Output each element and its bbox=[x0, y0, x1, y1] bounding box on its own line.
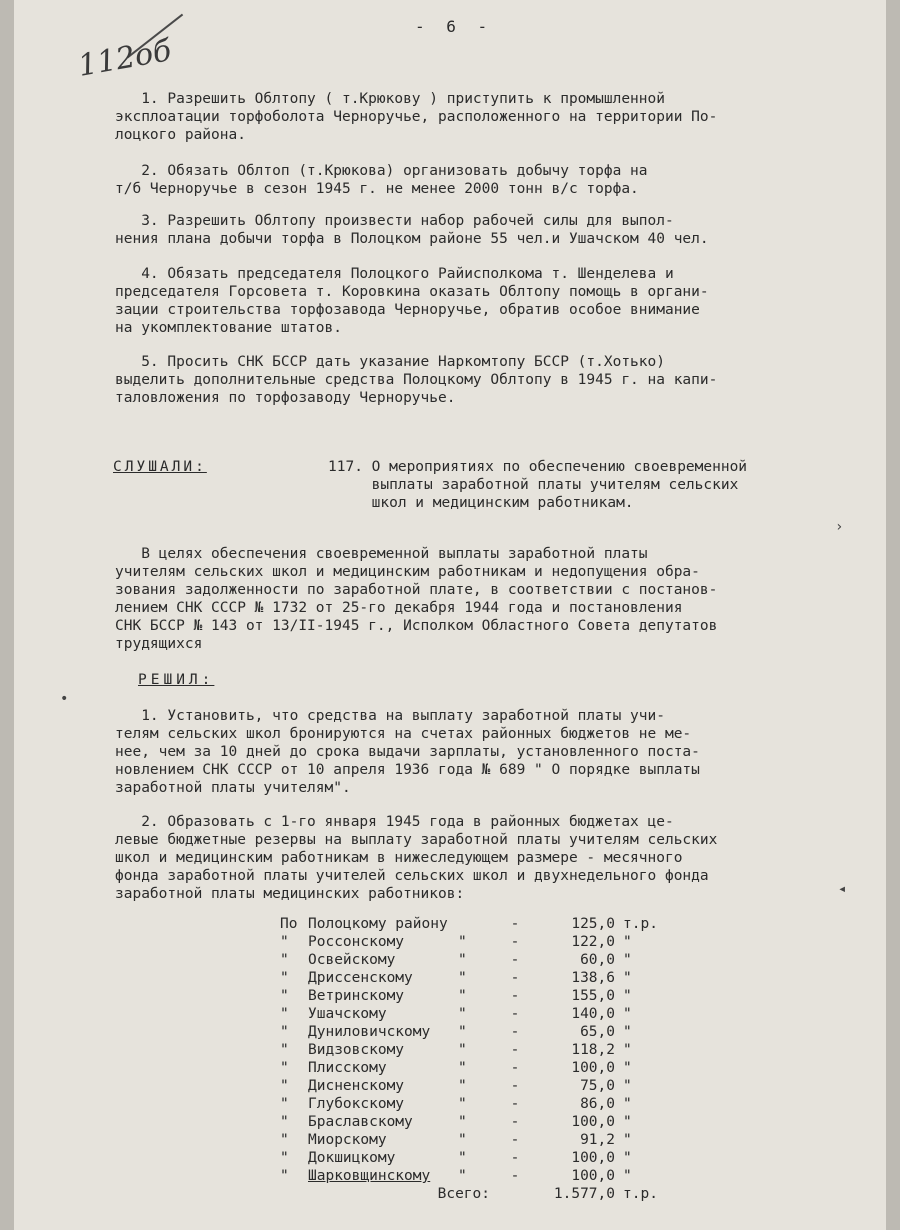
district-prefix: " bbox=[280, 1006, 289, 1022]
district-name: Полоцкому району bbox=[308, 916, 448, 932]
ditto-mark: " bbox=[458, 1024, 467, 1040]
ditto-mark: " bbox=[458, 1006, 467, 1022]
dash: - bbox=[510, 952, 520, 968]
district-name: Дуниловичскому bbox=[308, 1024, 431, 1040]
allocation-amount: 125,0 bbox=[571, 916, 615, 932]
district-name: Дисненскому bbox=[308, 1078, 405, 1094]
district-name bbox=[308, 987, 500, 1005]
district-name: Докшицкому bbox=[308, 1150, 396, 1166]
district-prefix: " bbox=[280, 1096, 289, 1112]
dash: - bbox=[510, 934, 520, 950]
ditto-mark: " bbox=[458, 1132, 467, 1148]
dash: - bbox=[510, 916, 520, 932]
decision-item: 4. Обязать председателя Полоцкого Райисполкома т. Шенделева и председателя Горсовета т. Коровкина оказать Облтопу помощь в органи- зации строительства торфозавода Черноручье, обратив особое внимание на укомплектование штатов. bbox=[115, 266, 709, 336]
margin-dot: • bbox=[60, 691, 69, 707]
allocation-unit: " bbox=[623, 1132, 632, 1148]
district-name: Ушачскому bbox=[308, 1006, 387, 1022]
district-prefix: " bbox=[280, 1168, 289, 1184]
dash: - bbox=[510, 1024, 520, 1040]
allocation-unit: " bbox=[623, 970, 632, 986]
dash: - bbox=[510, 1114, 520, 1130]
district-prefix: " bbox=[280, 1060, 289, 1076]
allocation-amount: 86,0 bbox=[580, 1096, 615, 1112]
decision-item: 3. Разрешить Облтопу произвести набор рабочей силы для выпол- нения плана добычи торфа в Полоцком районе 55 чел.и Ушачском 40 чел. bbox=[115, 213, 709, 247]
decision-item: 2. Обязать Облтоп (т.Крюкова) организовать добычу торфа на т/б Черноручье в сезон 1945 г. не менее 2000 тонн в/с торфа. bbox=[115, 163, 648, 197]
district-name: Ветринскому bbox=[308, 988, 405, 1004]
district-name bbox=[308, 1077, 500, 1095]
district-prefix: " bbox=[280, 970, 289, 986]
district-name bbox=[308, 1059, 500, 1077]
district-name bbox=[308, 1131, 500, 1149]
allocation-unit: " bbox=[623, 1114, 632, 1130]
preamble-paragraph: В целях обеспечения своевременной выплаты заработной платы учителям сельских школ и медицинским работникам и недопущения обра- зования задолженности по заработной плате, в соответствии с постанов- лением СНК СССР № 1732 от 25-го декабря 1944 года и постановления СНК БССР № 143 от 13/II-1945 г., Исполком Областного Совета депутатов трудящихся bbox=[115, 546, 718, 652]
total-label: Всего: bbox=[437, 1186, 490, 1202]
heard-label: СЛУШАЛИ: bbox=[113, 459, 207, 475]
ditto-mark: " bbox=[458, 1168, 467, 1184]
allocation-row bbox=[280, 1023, 683, 1041]
decision-item: 1. Разрешить Облтопу ( т.Крюкову ) приступить к промышленной эксплоатации торфоболота Черноручье, расположенного на территории По- лоцкого района. bbox=[115, 91, 718, 143]
district-name bbox=[308, 1149, 500, 1167]
district-name bbox=[308, 1167, 500, 1185]
allocation-row bbox=[280, 1113, 683, 1131]
dash: - bbox=[510, 1042, 520, 1058]
district-prefix: " bbox=[280, 952, 289, 968]
allocation-unit: " bbox=[623, 1150, 632, 1166]
page-number: - 6 - bbox=[415, 17, 494, 36]
district-name: Дриссенскому bbox=[308, 970, 413, 986]
allocation-unit: " bbox=[623, 1060, 632, 1076]
ditto-mark: " bbox=[458, 1078, 467, 1094]
ditto-mark: " bbox=[458, 988, 467, 1004]
allocation-total-row bbox=[280, 1185, 683, 1203]
allocation-amount: 100,0 bbox=[571, 1150, 615, 1166]
spacer bbox=[500, 1185, 530, 1203]
district-name bbox=[308, 1113, 500, 1131]
ditto-mark: " bbox=[458, 1114, 467, 1130]
allocation-amount: 65,0 bbox=[580, 1024, 615, 1040]
district-prefix: " bbox=[280, 934, 289, 950]
district-name: Россонскому bbox=[308, 934, 405, 950]
district-name bbox=[308, 1005, 500, 1023]
allocation-row bbox=[280, 1131, 683, 1149]
dash: - bbox=[510, 988, 520, 1004]
allocation-unit: " bbox=[623, 1024, 632, 1040]
district-prefix: " bbox=[280, 1042, 289, 1058]
allocation-unit: " bbox=[623, 952, 632, 968]
allocation-unit: " bbox=[623, 1168, 632, 1184]
allocation-amount: 100,0 bbox=[571, 1060, 615, 1076]
district-name bbox=[308, 1041, 500, 1059]
scan-edge-right bbox=[886, 0, 900, 1230]
allocation-unit: " bbox=[623, 1096, 632, 1112]
allocation-row bbox=[280, 1059, 683, 1077]
allocation-row bbox=[280, 1077, 683, 1095]
allocation-unit: " bbox=[623, 934, 632, 950]
total-amount: 1.577,0 bbox=[553, 1186, 615, 1202]
allocation-row bbox=[280, 951, 683, 969]
district-prefix: " bbox=[280, 1078, 289, 1094]
allocation-unit: т.р. bbox=[623, 916, 658, 932]
allocation-row bbox=[280, 1167, 683, 1185]
allocation-row bbox=[280, 915, 683, 933]
scan-edge-left bbox=[0, 0, 14, 1230]
allocation-amount: 140,0 bbox=[571, 1006, 615, 1022]
allocation-table bbox=[280, 915, 683, 1203]
decision-item: 5. Просить СНК БССР дать указание Наркомтопу БССР (т.Хотько) выделить дополнительные средства Полоцкому Облтопу в 1945 г. на капи- таловложения по торфозаводу Черноручье. bbox=[115, 354, 718, 406]
allocation-amount: 118,2 bbox=[571, 1042, 615, 1058]
district-name: Видзовскому bbox=[308, 1042, 405, 1058]
allocation-row bbox=[280, 1005, 683, 1023]
ditto-mark: " bbox=[458, 970, 467, 986]
allocation-amount: 100,0 bbox=[571, 1168, 615, 1184]
dash: - bbox=[510, 1060, 520, 1076]
ditto-mark: " bbox=[458, 952, 467, 968]
dash: - bbox=[510, 1132, 520, 1148]
allocation-amount: 75,0 bbox=[580, 1078, 615, 1094]
allocation-amount: 91,2 bbox=[580, 1132, 615, 1148]
allocation-unit: " bbox=[623, 1042, 632, 1058]
district-name: Плисскому bbox=[308, 1060, 387, 1076]
district-prefix: " bbox=[280, 1132, 289, 1148]
district-prefix: " bbox=[280, 1114, 289, 1130]
decision-item: 2. Образовать с 1-го января 1945 года в районных бюджетах це- левые бюджетные резервы на выплату заработной платы учителям сельских школ и медицинским работникам в нижеследующем размере - месячного фонда заработной платы учителей сельских школ и двухнедельного фонда заработной платы медицинских работников: bbox=[115, 814, 718, 902]
allocation-unit: " bbox=[623, 1078, 632, 1094]
allocation-row bbox=[280, 933, 683, 951]
ditto-mark: " bbox=[458, 1150, 467, 1166]
margin-mark: ◂ bbox=[838, 881, 847, 897]
district-prefix: По bbox=[280, 916, 298, 932]
ditto-mark: " bbox=[458, 1060, 467, 1076]
district-name: Глубокскому bbox=[308, 1096, 405, 1112]
district-name: Освейскому bbox=[308, 952, 396, 968]
district-prefix: " bbox=[280, 1150, 289, 1166]
allocation-row bbox=[280, 969, 683, 987]
dash: - bbox=[510, 1096, 520, 1112]
allocation-row bbox=[280, 1041, 683, 1059]
handwritten-folio-number: 112об bbox=[75, 33, 174, 84]
dash: - bbox=[510, 1168, 520, 1184]
heard-agenda-item: 117. О мероприятиях по обеспечению своевременной выплаты заработной платы учителям сельских школ и медицинским работникам. bbox=[328, 459, 748, 511]
spacer bbox=[280, 1185, 308, 1203]
district-name: Браславскому bbox=[308, 1114, 413, 1130]
dash: - bbox=[510, 1006, 520, 1022]
district-name bbox=[308, 951, 500, 969]
district-name bbox=[308, 969, 500, 987]
allocation-row bbox=[280, 987, 683, 1005]
allocation-amount: 138,6 bbox=[571, 970, 615, 986]
allocation-amount: 155,0 bbox=[571, 988, 615, 1004]
district-name bbox=[308, 1095, 500, 1113]
allocation-row bbox=[280, 1095, 683, 1113]
decision-item: 1. Установить, что средства на выплату заработной платы учи- телям сельских школ бронируются на счетах районных бюджетов не ме- нее, чем за 10 дней до срока выдачи зарплаты, установленного поста- новлением СНК СССР от 10 апреля 1936 года № 689 " О порядке выплаты заработной платы учителям". bbox=[115, 708, 700, 796]
dash: - bbox=[510, 1150, 520, 1166]
ditto-mark: " bbox=[458, 934, 467, 950]
decided-label: РЕШИЛ: bbox=[138, 672, 215, 688]
margin-mark: › bbox=[835, 519, 844, 535]
district-prefix: " bbox=[280, 988, 289, 1004]
district-name bbox=[308, 933, 500, 951]
allocation-amount: 60,0 bbox=[580, 952, 615, 968]
district-name: Миорскому bbox=[308, 1132, 387, 1148]
dash: - bbox=[510, 970, 520, 986]
district-prefix: " bbox=[280, 1024, 289, 1040]
allocation-unit: " bbox=[623, 988, 632, 1004]
allocation-unit: " bbox=[623, 1006, 632, 1022]
ditto-mark: " bbox=[458, 1096, 467, 1112]
dash: - bbox=[510, 1078, 520, 1094]
allocation-amount: 100,0 bbox=[571, 1114, 615, 1130]
allocation-amount: 122,0 bbox=[571, 934, 615, 950]
allocation-row bbox=[280, 1149, 683, 1167]
ditto-mark: " bbox=[458, 1042, 467, 1058]
district-name: Шарковщинскому bbox=[308, 1168, 431, 1184]
total-unit: т.р. bbox=[623, 1186, 658, 1202]
district-name bbox=[308, 1023, 500, 1041]
